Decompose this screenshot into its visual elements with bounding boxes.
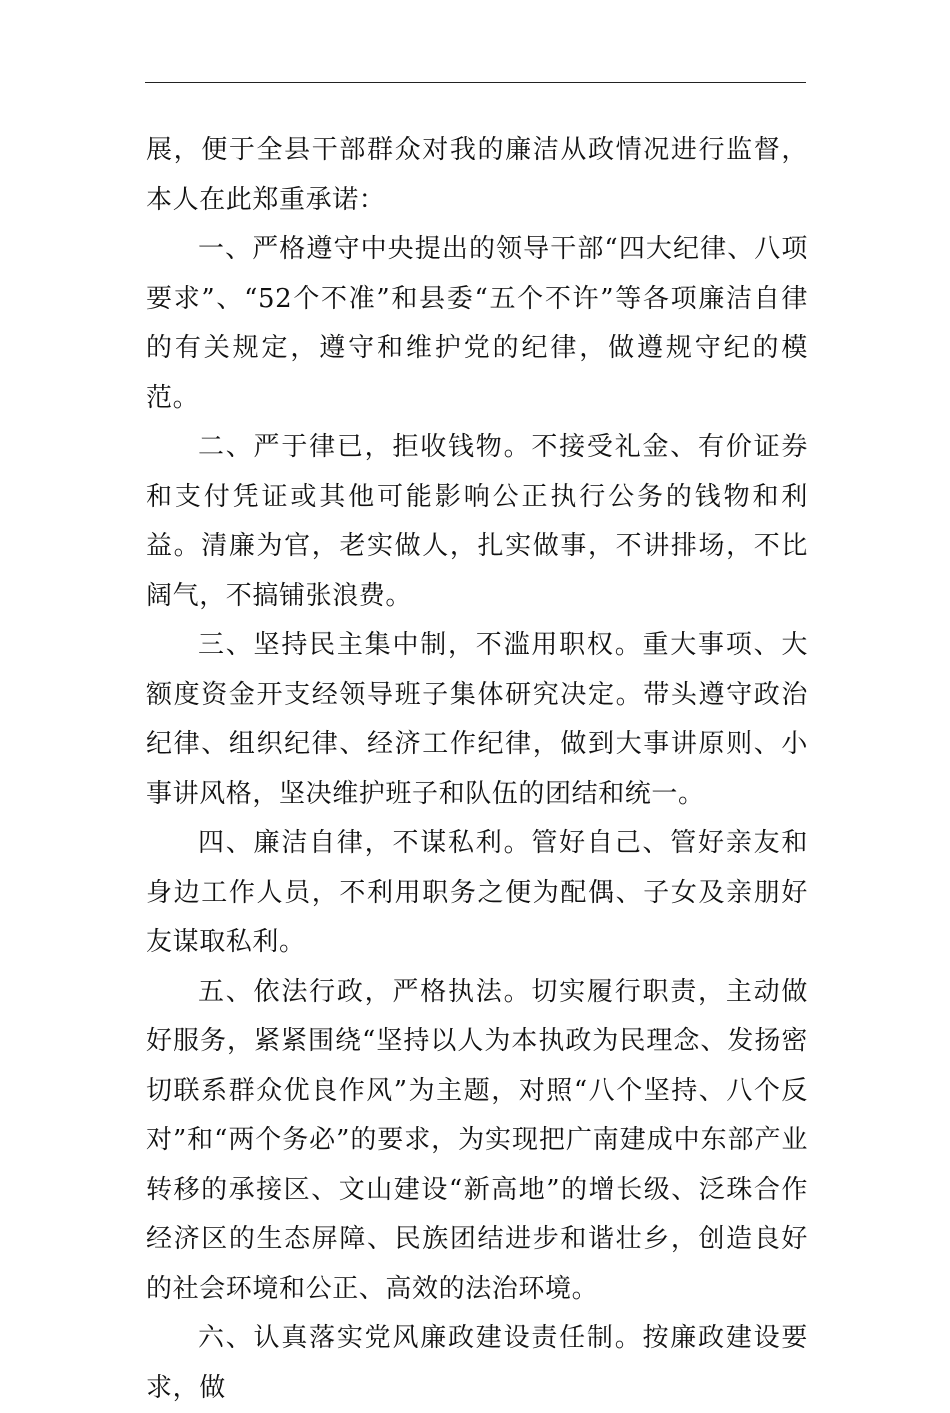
- paragraph-commitment-1: 一、严格遵守中央提出的领导干部“四大纪律、八项要求”、“52个不准”和县委“五个不许”等各项廉洁自律的有关规定，遵守和维护党的纪律，做遵规守纪的模范。: [146, 234, 808, 413]
- paragraph-intro-continuation: 展，便于全县干部群众对我的廉洁从政情况进行监督，本人在此郑重承诺：: [146, 135, 808, 215]
- paragraph-commitment-3: 三、坚持民主集中制，不滥用职权。重大事项、大额度资金开支经领导班子集体研究决定。带头遵守政治纪律、组织纪律、经济工作纪律，做到大事讲原则、小事讲风格，坚决维护班子和队伍的团结和统一。: [146, 630, 808, 809]
- paragraph-commitment-6: 六、认真落实党风廉政建设责任制。按廉政建设要求，做: [146, 1323, 808, 1403]
- paragraph-commitment-4: 四、廉洁自律，不谋私利。管好自己、管好亲友和身边工作人员，不利用职务之便为配偶、子女及亲朋好友谋取私利。: [146, 828, 808, 957]
- header-rule: [145, 82, 806, 83]
- paragraph-commitment-2: 二、严于律已，拒收钱物。不接受礼金、有价证券和支付凭证或其他可能影响公正执行公务的钱物和利益。清廉为官，老实做人，扎实做事，不讲排场，不比阔气，不搞铺张浪费。: [146, 432, 808, 611]
- document-body: [146, 126, 808, 1413]
- paragraph-commitment-5: 五、依法行政，严格执法。切实履行职责，主动做好服务，紧紧围绕“坚持以人为本执政为民理念、发扬密切联系群众优良作风”为主题，对照“八个坚持、八个反对”和“两个务必”的要求，为实现把广南建成中东部产业转移的承接区、文山建设“新高地”的增长级、泛珠合作经济区的生态屏障、民族团结进步和谐壮乡，创造良好的社会环境和公正、高效的法治环境。: [146, 976, 808, 1304]
